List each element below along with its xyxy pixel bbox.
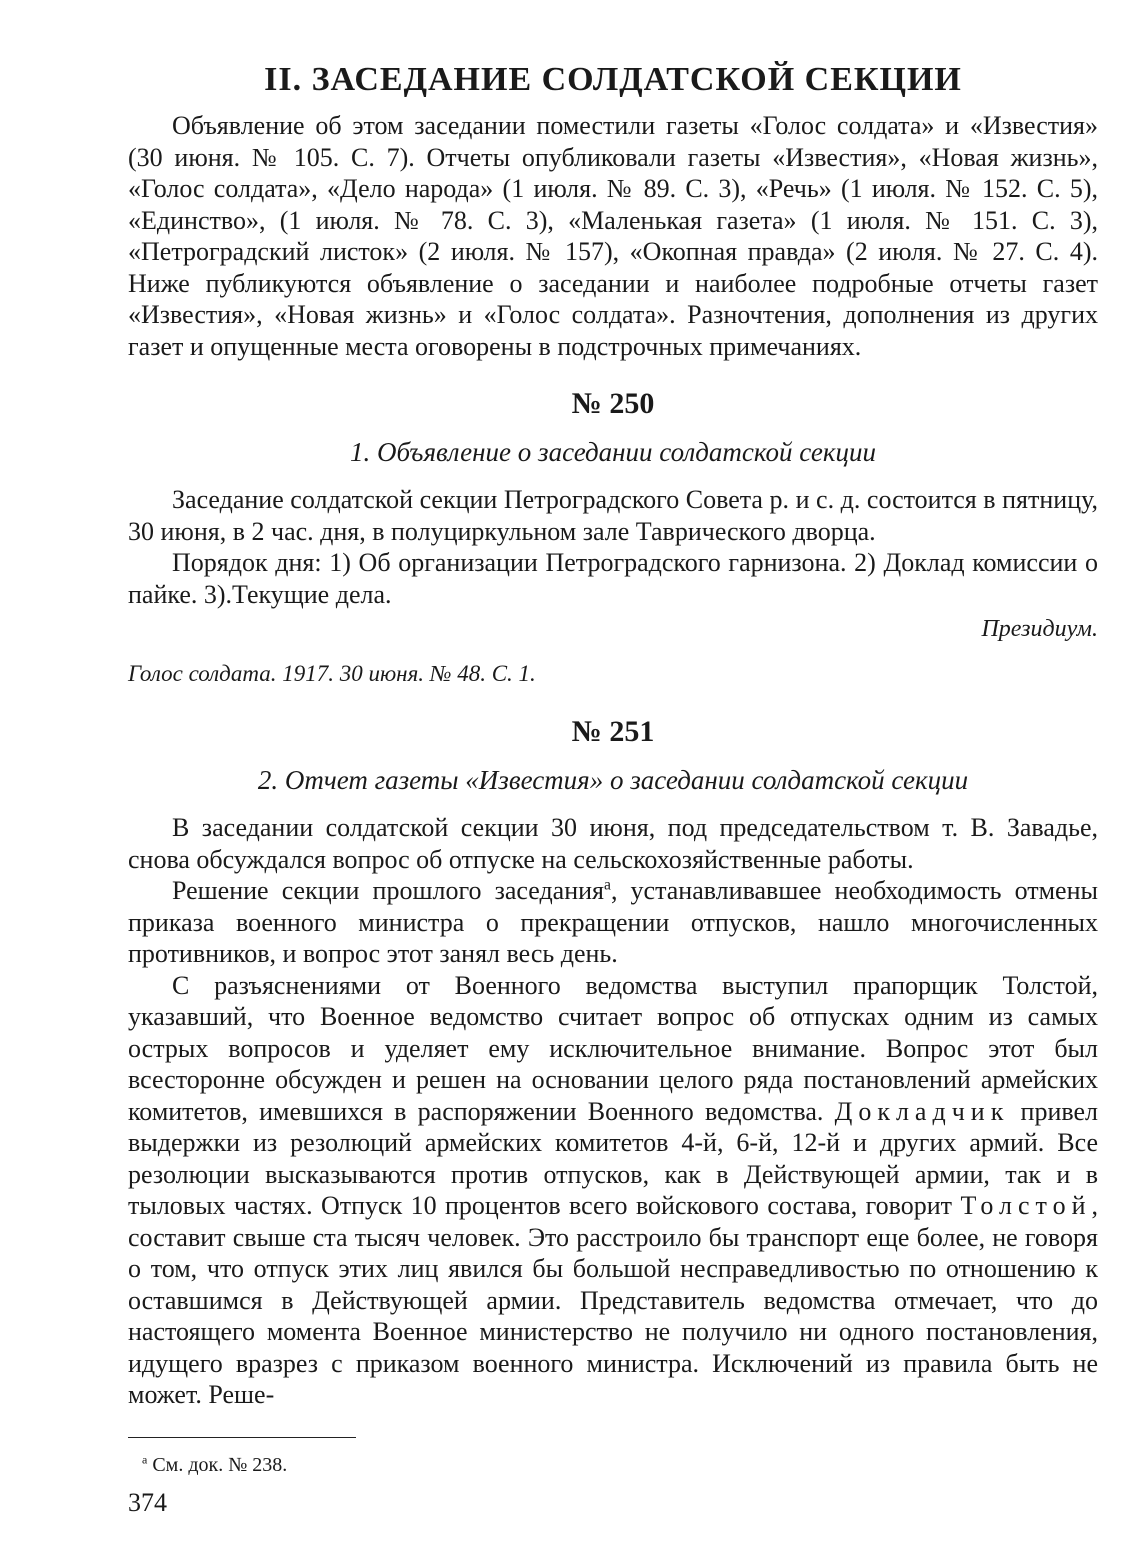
doc251-p3-spaced-word-2: Толстой: [960, 1191, 1092, 1220]
document-heading-251: 2. Отчет газеты «Известия» о заседании солдатской секции: [257, 765, 969, 795]
doc250-source-citation: Голос солдата. 1917. 30 июня. № 48. С. 1.: [128, 661, 536, 686]
footnote-reference-mark: а: [604, 876, 611, 894]
doc251-p3-spaced-word-1: Докладчик: [834, 1096, 1010, 1126]
document-page: [128, 58, 1098, 1480]
doc251-p3-text-c: , составит свыше ста тысяч человек. Это расстроило бы транспорт еще более, не говоря о том, что отпуск этих лиц явился бы большой несправедливостью по отношению к оставшимся в Действующей армии. Представитель ведомства отмечает, что до настоящего момента Военное министерство не получило ни одного постановления, идущего вразрез с приказом военного министра. Исключений из правила быть не может. Реше-: [128, 1191, 1098, 1409]
doc251-p3-text-b: привел выдержки из резолюций армейских комитетов 4-й, 6-й, 12-й и других армий. Все резолюции высказываются против отпусков, как в Действующей армии, так и в тыловых частях. Отпуск 10 процентов всего войскового состава, говорит: [128, 1096, 1099, 1220]
document-number-251: № 251: [571, 715, 655, 748]
doc251-p3-text-a: С разъяснениями от Военного ведомства выступил прапорщик Толстой, указавший, что Военное ведомство считает вопрос об отпусках одним из самых острых вопросов и уделяет ему исключительное внимание. Вопрос этот был всесторонне обсужден и решен на основании целого ряда постановлений армейских комитетов, имевшихся в распоряжении Военного ведомства.: [128, 970, 1098, 1126]
doc251-paragraph-3: [128, 970, 1098, 1411]
doc250-paragraph-2: Порядок дня: 1) Об организации Петроградского гарнизона. 2) Доклад комиссии о пайке. 3).Текущие дела.: [128, 548, 1098, 609]
doc251-p2-text-b: , устанавливавшее необходимость отмены приказа военного министра о прекращении отпусков, нашло многочисленных противников, и вопрос этот занял весь день.: [128, 876, 1098, 968]
doc251-p2-text-a: Решение секции прошлого заседания: [172, 876, 605, 905]
document-heading-250: 1. Объявление о заседании солдатской секции: [350, 437, 876, 467]
footnote: [128, 1450, 1098, 1480]
document-number-250: № 250: [571, 387, 655, 420]
doc250-signature: Президиум.: [981, 616, 1098, 642]
page-number: 374: [128, 1488, 167, 1517]
doc251-paragraph-1: В заседании солдатской секции 30 июня, под председательством т. В. Завадье, снова обсуждался вопрос об отпуске на сельскохозяйственные работы.: [128, 813, 1098, 874]
footnote-text: См. док. № 238.: [147, 1453, 288, 1476]
section-intro: Объявление об этом заседании поместили газеты «Голос солдата» и «Известия» (30 июня. № 105. С. 7). Отчеты опубликовали газеты «Известия», «Новая жизнь», «Голос солдата», «Дело народа» (1 июля. № 89. С. 3), «Речь» (1 июля. № 152. С. 5), «Единство», (1 июля. № 78. С. 3), «Маленькая газета» (1 июля. № 151. С. 3), «Петроградский листок» (2 июля. № 157), «Окопная правда» (2 июля. № 27. С. 4). Ниже публикуются объявление о заседании и наиболее подробные отчеты газет «Известия», «Новая жизнь» и «Голос солдата». Разночтения, дополнения из других газет и опущенные места оговорены в подстрочных примечаниях.: [128, 111, 1098, 361]
doc250-paragraph-1: Заседание солдатской секции Петроградского Совета р. и с. д. состоится в пятницу, 30 июня, в 2 час. дня, в полуциркульном зале Таврического дворца.: [128, 485, 1098, 546]
doc251-paragraph-2: [128, 875, 1098, 970]
footnote-mark: а: [142, 1451, 148, 1466]
section-title: II. ЗАСЕДАНИЕ СОЛДАТСКОЙ СЕКЦИИ: [264, 61, 962, 98]
footnote-divider: [128, 1437, 356, 1438]
